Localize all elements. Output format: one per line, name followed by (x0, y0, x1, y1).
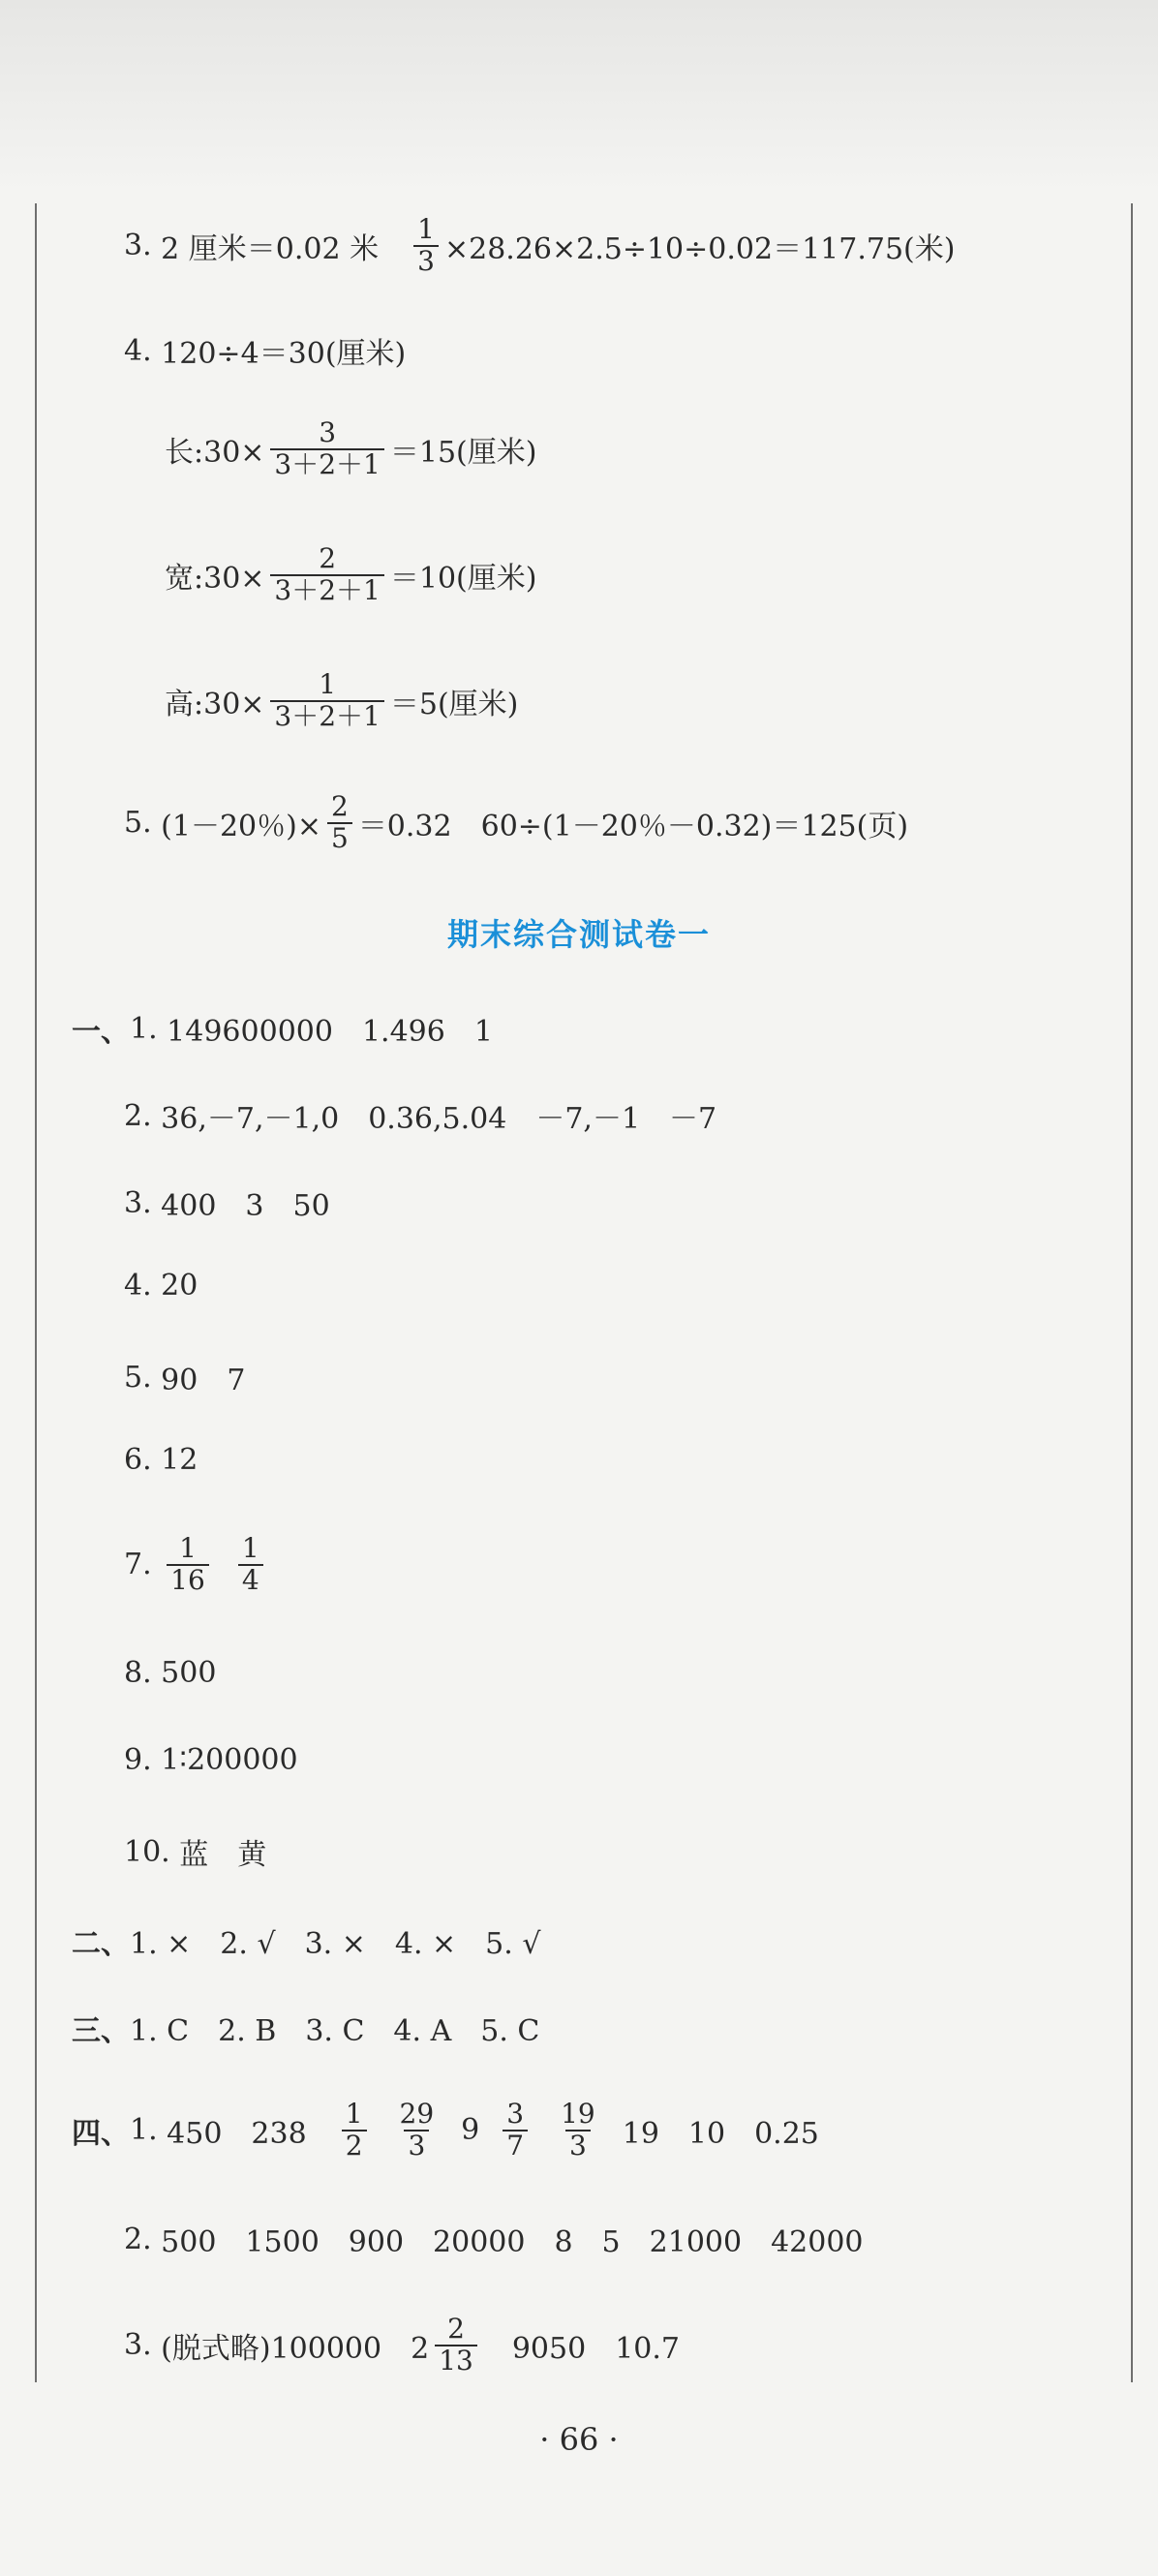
answer-text: (脱式略)100000 2 (161, 2331, 430, 2366)
answer-line-width (165, 544, 536, 606)
part4-item-2 (124, 2218, 864, 2260)
answer-line-4 (124, 329, 406, 372)
answer-text: 500 (161, 1656, 217, 1690)
right-margin-rule (1131, 203, 1133, 2382)
answer-text: 90 7 (161, 1364, 246, 1397)
part1-item-4 (124, 1269, 198, 1303)
item-number: 3. (124, 229, 152, 263)
answer-text: 1. C 2. B 3. C 4. A 5. C (130, 2014, 540, 2048)
answer-text: 12 (161, 1443, 198, 1477)
scan-top-shade (0, 0, 1158, 194)
answer-line-length (165, 418, 536, 480)
answer-text: ＝10(厘米) (389, 561, 537, 596)
answer-line-5 (124, 792, 908, 854)
part1-item-7 (124, 1534, 269, 1596)
fraction: $\frac{2}{13}$ (435, 2315, 477, 2377)
part2-line (72, 1919, 540, 1962)
answer-text: 20 (161, 1269, 198, 1303)
part3-line (72, 2007, 539, 2049)
answer-text: 9050 10.7 (511, 2331, 680, 2366)
fraction: $\frac{29}{3}$ (399, 2098, 435, 2162)
answer-line-3 (124, 215, 955, 277)
answer-text: 36,－7,－1,0 0.36,5.04 －7,－1 －7 (161, 1102, 717, 1136)
answer-text: 60÷(1－20％－0.32)＝125(页) (480, 809, 909, 843)
part1-item-8 (124, 1656, 216, 1690)
item-number: 10. (124, 1834, 170, 1869)
part1-item-6 (124, 1443, 198, 1477)
answer-text: 9 (461, 2113, 480, 2148)
item-number: 8. (124, 1656, 152, 1690)
fraction: $\frac{1}{3}$ (413, 215, 439, 277)
fraction: $\frac{1}{3+2+1}$ (270, 670, 383, 732)
item-number: 1. (130, 1011, 158, 1046)
answer-text: ＝5(厘米) (389, 687, 519, 721)
fraction: $\frac{1}{16}$ (167, 1534, 209, 1596)
answer-text: 2 厘米＝0.02 米 (161, 231, 380, 266)
item-number: 4. (124, 333, 152, 368)
answer-text: ×28.26×2.5÷10÷0.02＝117.75(米) (443, 231, 956, 266)
answer-text: 1∶200000 (161, 1743, 298, 1777)
item-number: 5. (124, 1360, 152, 1395)
fraction: $\frac{2}{3+2+1}$ (270, 544, 383, 606)
answer-text: 500 1500 900 20000 8 5 21000 42000 (161, 2225, 864, 2259)
answer-line-height (165, 670, 518, 732)
answer-text: 149600000 1.496 1 (167, 1015, 493, 1049)
item-number: 1. (130, 2113, 158, 2148)
left-margin-rule (35, 203, 37, 2382)
category-label: 三、 (72, 2014, 130, 2048)
fraction: $\frac{3}{7}$ (503, 2100, 528, 2162)
category-label: 一、 (72, 1015, 130, 1049)
part1-item-9 (124, 1743, 298, 1777)
part1-item-2 (124, 1094, 716, 1137)
section-title: 期末综合测试卷一 (446, 916, 711, 953)
part1-item-5 (124, 1356, 245, 1398)
answer-text: 19 10 0.25 (622, 2116, 819, 2151)
item-number: 4. (124, 1269, 152, 1303)
item-number: 3. (124, 1185, 152, 1220)
fraction: $\frac{2}{5}$ (327, 792, 352, 854)
item-number: 3. (124, 2328, 152, 2363)
item-number: 6. (124, 1443, 152, 1477)
answer-text: 120÷4＝30(厘米) (161, 337, 407, 371)
item-number: 7. (124, 1548, 152, 1582)
answer-text: 高:30× (165, 687, 265, 721)
item-number: 9. (124, 1743, 152, 1777)
answer-text: ＝0.32 (357, 809, 452, 843)
fraction: $\frac{1}{4}$ (238, 1534, 263, 1596)
page-number: · 66 · (539, 2421, 619, 2458)
part1-item-3 (124, 1181, 330, 1224)
category-label: 四、 (72, 2116, 130, 2151)
answer-text: (1－20％)× (161, 809, 321, 843)
answer-text: 蓝 黄 (179, 1838, 267, 1872)
part1-item-1 (72, 1007, 493, 1050)
part1-item-10 (124, 1830, 266, 1873)
answer-text: 400 3 50 (161, 1189, 330, 1223)
answer-text: 450 238 (167, 2116, 307, 2151)
item-number: 5. (124, 806, 152, 841)
answer-text: 1. × 2. √ 3. × 4. × 5. √ (130, 1927, 541, 1961)
fraction: $\frac{19}{3}$ (561, 2098, 595, 2162)
answer-text: 长:30× (165, 435, 265, 470)
item-number: 2. (124, 2222, 152, 2256)
answer-text: 宽:30× (165, 561, 265, 596)
answer-text: ＝15(厘米) (389, 435, 537, 470)
part4-item-3 (124, 2315, 680, 2377)
part4-item-1 (72, 2100, 819, 2162)
item-number: 2. (124, 1098, 152, 1133)
category-label: 二、 (72, 1927, 130, 1961)
fraction: $\frac{1}{2}$ (342, 2100, 367, 2162)
fraction: $\frac{3}{3+2+1}$ (270, 418, 383, 480)
